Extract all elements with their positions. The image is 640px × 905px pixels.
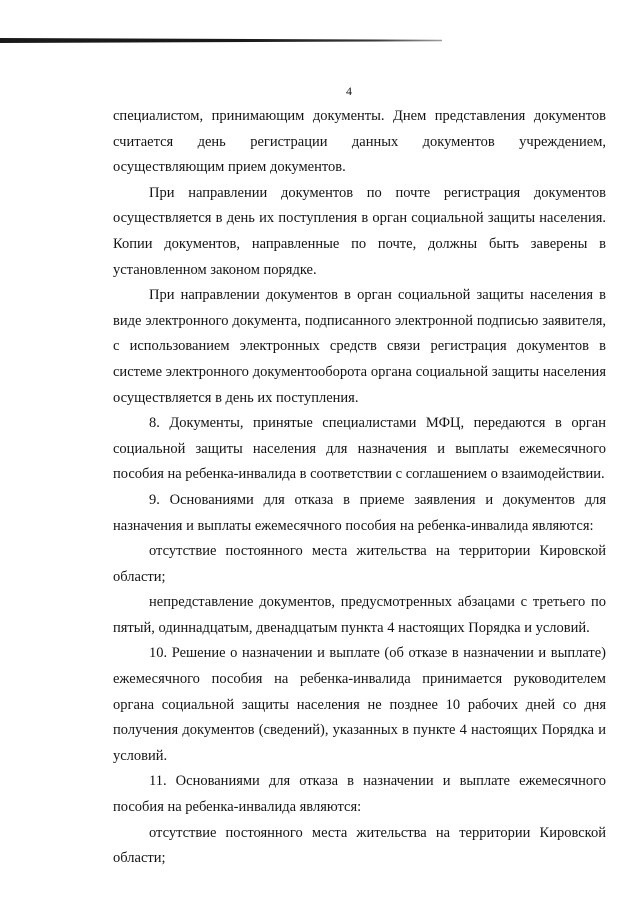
paragraph-mail-registration: При направлении документов по почте регистрация документов осуществляется в день их поступления в орган социальной защиты населения. Копии документов, направленные по почте, должны быть заверены в установленном законом порядке. bbox=[113, 184, 606, 278]
paragraph-continuation: специалистом, принимающим документы. Днем представления документов считается день регистрации данных документов учреждением, осуществляющим прием документов. bbox=[113, 108, 606, 176]
paragraph-item-9-ground-2: непредставление документов, предусмотренных абзацами с третьего по пятый, одиннадцатым, двенадцатым пункта 4 настоящих Порядка и условий. bbox=[113, 594, 606, 636]
paragraph-item-9-ground-1: отсутствие постоянного места жительства на территории Кировской области; bbox=[113, 543, 606, 585]
paragraph-item-10: 10. Решение о назначении и выплате (об отказе в назначении и выплате) ежемесячного пособия на ребенка-инвалида принимается руководителем органа социальной защиты населения не позднее 10 рабочих дней со дня получения документов (сведений), указанных в пункте 4 настоящих Порядка и условий. bbox=[113, 645, 606, 764]
top-rule bbox=[0, 38, 442, 43]
paragraph-item-9: 9. Основаниями для отказа в приеме заявления и документов для назначения и выплаты ежемесячного пособия на ребенка-инвалида являются: bbox=[113, 491, 606, 534]
page-number: 4 bbox=[346, 84, 352, 98]
paragraph-item-8: 8. Документы, принятые специалистами МФЦ, передаются в орган социальной защиты населения для назначения и выплаты ежемесячного пособия на ребенка-инвалида в соответствии с соглашением о взаимодействии. bbox=[113, 415, 606, 483]
document-body bbox=[113, 104, 606, 872]
paragraph-electronic-registration: При направлении документов в орган социальной защиты населения в виде электронного документа, подписанного электронной подписью заявителя, с использованием электронных средств связи регистрация документов в системе электронного документооборота органа социальной защиты населения осуществляется в день их поступления. bbox=[113, 287, 606, 406]
paragraph-item-11: 11. Основаниями для отказа в назначении и выплате ежемесячного пособия на ребенка-инвалида являются: bbox=[113, 773, 606, 816]
paragraph-item-11-ground-1: отсутствие постоянного места жительства на территории Кировской области; bbox=[113, 824, 606, 867]
